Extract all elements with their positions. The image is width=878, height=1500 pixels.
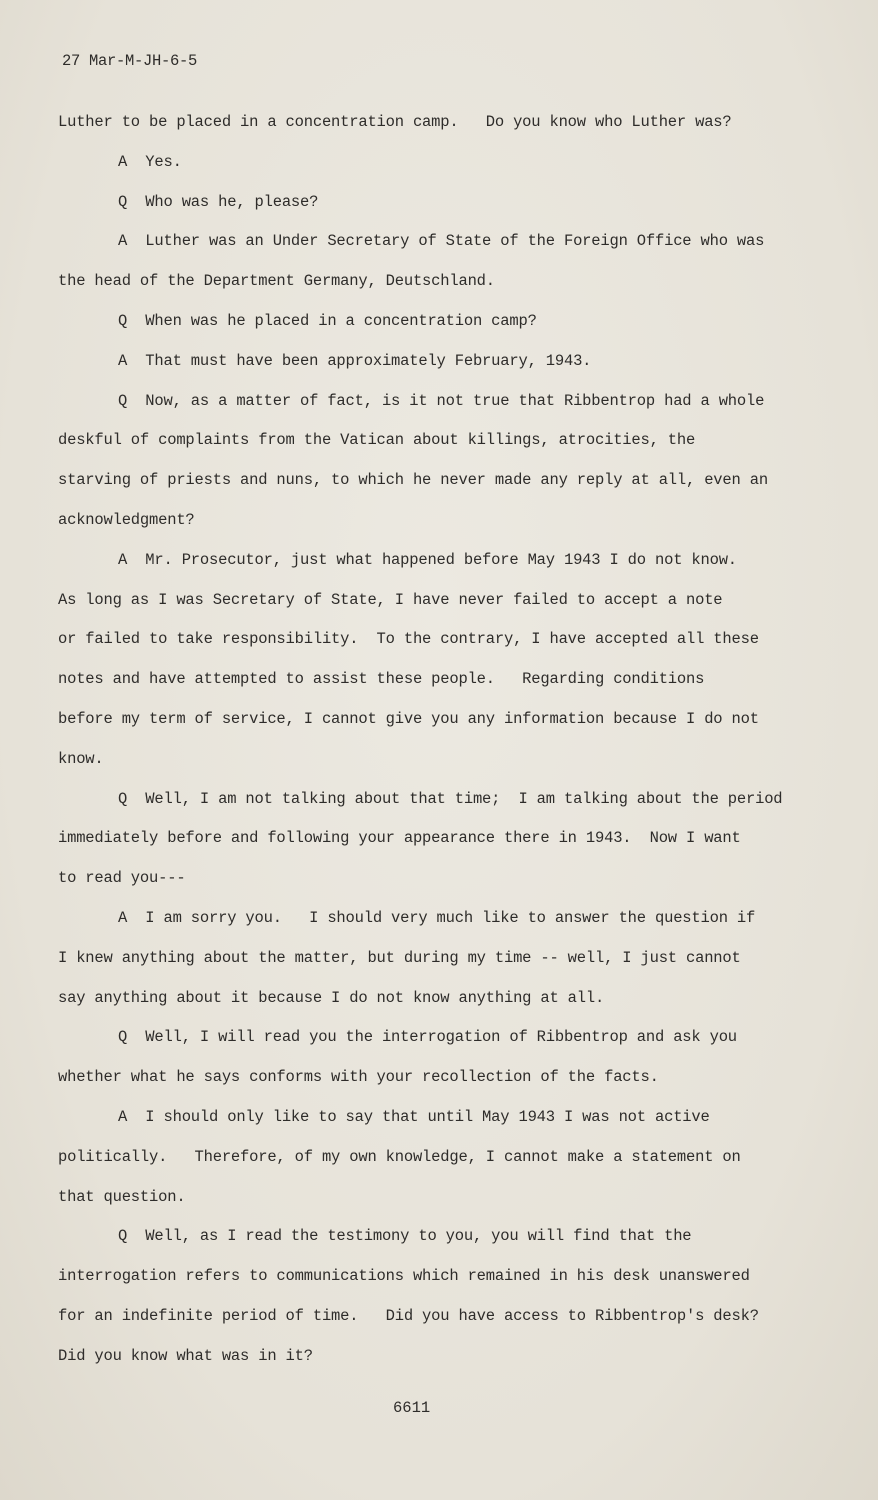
transcript-line: As long as I was Secretary of State, I have never failed to accept a note	[58, 590, 723, 609]
transcript-line: know.	[58, 749, 104, 768]
transcript-line: Q Now, as a matter of fact, is it not true that Ribbentrop had a whole	[118, 391, 765, 410]
transcript-line: A Mr. Prosecutor, just what happened before May 1943 I do not know.	[118, 550, 737, 569]
transcript-line: I knew anything about the matter, but during my time -- well, I just cannot	[58, 948, 741, 967]
transcript-line: immediately before and following your appearance there in 1943. Now I want	[58, 829, 741, 848]
transcript-line: deskful of complaints from the Vatican about killings, atrocities, the	[58, 431, 696, 450]
transcript-line: starving of priests and nuns, to which he never made any reply at all, even an	[58, 471, 768, 490]
transcript-line: before my term of service, I cannot give you any information because I do not	[58, 709, 759, 728]
transcript-line: the head of the Department Germany, Deutschland.	[58, 272, 495, 291]
transcript-line: that question.	[58, 1187, 186, 1206]
transcript-line: or failed to take responsibility. To the contrary, I have accepted all these	[58, 630, 759, 649]
transcript-line: Q Well, I am not talking about that time; I am talking about the period	[118, 789, 783, 808]
transcript-line: Q Who was he, please?	[118, 192, 319, 211]
transcript-body	[58, 110, 838, 1384]
transcript-line: Did you know what was in it?	[58, 1346, 313, 1365]
transcript-line: for an indefinite period of time. Did you have access to Ribbentrop's desk?	[58, 1306, 759, 1325]
transcript-line: say anything about it because I do not know anything at all.	[58, 988, 605, 1007]
transcript-line: Luther to be placed in a concentration camp. Do you know who Luther was?	[58, 113, 732, 131]
transcript-line: A I should only like to say that until May 1943 I was not active	[118, 1107, 710, 1126]
transcript-line: A Yes.	[118, 152, 182, 171]
transcript-line: A That must have been approximately February, 1943.	[118, 351, 592, 370]
page-number: 6611	[393, 1399, 431, 1417]
transcript-line: Q When was he placed in a concentration camp?	[118, 311, 537, 330]
document-header-code: 27 Mar-M-JH-6-5	[62, 52, 198, 70]
transcript-line: A I am sorry you. I should very much like to answer the question if	[118, 908, 756, 927]
transcript-line: acknowledgment?	[58, 510, 195, 529]
transcript-line: Q Well, as I read the testimony to you, you will find that the	[118, 1227, 692, 1246]
transcript-line: interrogation refers to communications which remained in his desk unanswered	[58, 1267, 750, 1286]
transcript-line: to read you---	[58, 869, 186, 888]
transcript-line: whether what he says conforms with your recollection of the facts.	[58, 1068, 659, 1087]
transcript-line: Q Well, I will read you the interrogation of Ribbentrop and ask you	[118, 1028, 737, 1047]
transcript-line: A Luther was an Under Secretary of State of the Foreign Office who was	[118, 232, 765, 251]
transcript-line: notes and have attempted to assist these people. Regarding conditions	[58, 670, 705, 689]
transcript-line: politically. Therefore, of my own knowledge, I cannot make a statement on	[58, 1147, 741, 1166]
